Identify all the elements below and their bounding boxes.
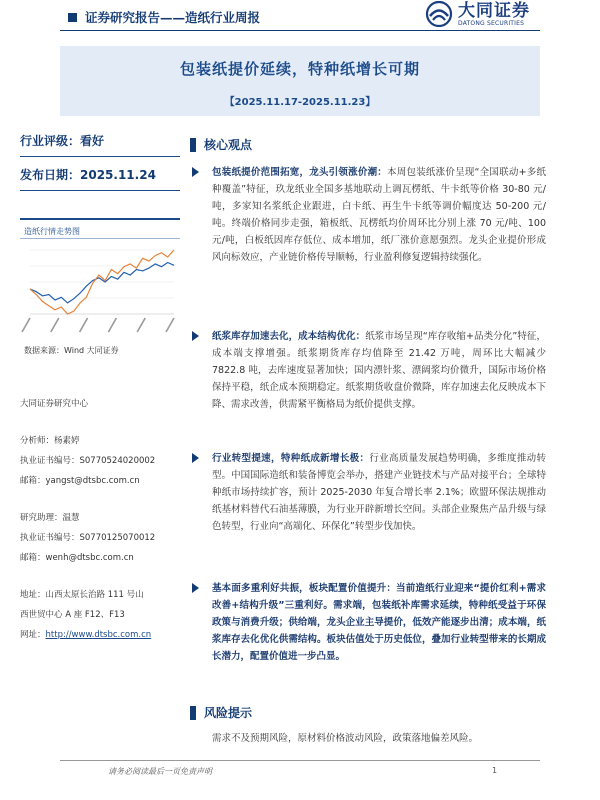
bullet-text: 基本面多重利好共振，板块配置价值提升：当前造纸行业迎来“提价红利+需求改善+结构升级”三重利好。需求端，包装纸补库需求延续，特种纸受益于环保政策与消费升级；供给端，龙头企业主导提价，低效产能逐步出清；成本端，纸浆库存去化优化供需结构。板块估值处于历史低位，叠加行业转型带来的长期成长潜力，配置价值进一步凸显。 <box>212 583 546 662</box>
chart-x-tick-label <box>51 318 59 332</box>
address-line-1: 地址：山西太原长治路 111 号山 <box>20 590 144 600</box>
chart-x-tick-label <box>137 318 145 332</box>
publish-date: 发布日期：2025.11.24 <box>20 168 156 182</box>
research-institute: 大同证券研究中心 <box>20 399 89 409</box>
core-views-title: 核心观点 <box>204 138 253 152</box>
core-views-heading <box>190 136 252 153</box>
chart-top-border <box>20 218 180 220</box>
triangle-bullet-icon <box>192 167 199 177</box>
logo-en-text: DATONG SECURITIES <box>458 19 525 27</box>
chart-x-tick-label <box>80 318 88 332</box>
trend-chart-plot <box>20 240 180 340</box>
divider <box>20 190 180 191</box>
website-label: 网址： <box>20 630 46 640</box>
section-marker-icon <box>190 138 196 152</box>
bullet-packaging <box>190 164 546 266</box>
divider <box>20 156 180 157</box>
page-header <box>0 0 600 40</box>
risk-heading <box>190 704 252 721</box>
address-line-2: 西世贸中心 A 座 F12、F13 <box>20 610 125 620</box>
analyst-cert: 执业证书编号：S0770524020002 <box>20 456 156 466</box>
triangle-bullet-icon <box>192 331 199 341</box>
assistant-cert: 执业证书编号：S0770125070012 <box>20 533 156 543</box>
industry-rating: 行业评级：看好 <box>20 134 105 148</box>
assistant-name: 研究助理：温慧 <box>20 513 80 523</box>
bullet-text <box>212 450 546 535</box>
chart-title: 造纸行情走势图 <box>24 227 80 236</box>
chart-source: 数据来源：Wind 大同证券 <box>24 346 119 355</box>
logo-mark-icon <box>424 1 454 27</box>
chart-x-tick-label <box>108 318 116 332</box>
bullet-body: 本周包装纸涨价呈现“全国联动+多纸种覆盖”特征，玖龙纸业全国多基地联动上调瓦楞纸、牛卡纸等价格 30-80 元/吨，多家知名浆纸企业跟进，白卡纸、再生牛卡纸等调价幅度达 50-200 元/吨。终端价格同步走强，箱板纸、瓦楞纸均价周环比分别上涨 70 元/吨、100 元/吨，白板纸因库存低位、成本增加，纸厂涨价意愿强烈。龙头企业提价形成风向标效应，产业链价格传导顺畅，行业盈利修复逻辑持续强化。 <box>212 167 546 263</box>
footer-disclaimer: 请务必阅读最后一页免责声明 <box>108 767 212 776</box>
title-banner <box>60 46 540 116</box>
risk-text: 需求不及预期风险，原材料价格波动风险，政策落地偏差风险。 <box>212 733 479 744</box>
bullet-lead: 包装纸提价范围拓宽，龙头引领涨价潮： <box>212 167 388 178</box>
report-type <box>68 8 260 26</box>
bullet-text <box>212 164 546 266</box>
page-number: 1 <box>492 766 498 775</box>
company-logo <box>424 1 530 27</box>
bullet-body: 行业高质量发展趋势明确，多维度推动转型。中国国际造纸和装备博览会举办，搭建产业链技术与产品对接平台；全球特种纸市场持续扩容，预计 2025-2030 年复合增长率 2.1%；欧盟环保法规推动纸基材料替代石油基薄膜，为行业开辟新增长空间。头部企业聚焦产品升级与绿色转型，行业向“高端化、环保化”转型步伐加快。 <box>212 453 546 532</box>
triangle-bullet-icon <box>192 453 199 463</box>
bullet-transformation <box>190 450 546 535</box>
report-title: 包装纸提价延续，特种纸增长可期 <box>179 60 420 78</box>
analyst-name: 分析师：杨素婷 <box>20 436 80 446</box>
triangle-bullet-icon <box>192 583 199 593</box>
logo-cn-text: 大同证券 <box>458 0 530 21</box>
chart-series-line-1 <box>30 263 174 303</box>
analyst-email: 邮箱：yangst@dtsbc.com.cn <box>20 476 140 486</box>
bullet-body: 纸浆市场呈现“库存收缩+品类分化”特征，成本端支撑增强。纸浆期货库存均值降至 21.42 万吨，周环比大幅减少 7822.8 吨，去库速度显著加快；国内漂针浆、漂阔浆均价微升，国际市场价格保持平稳，纸企成本预期稳定。纸浆期货收盘价微降，库存加速去化反映成本下降、需求改善，供需紧平衡格局为纸价提供支撑。 <box>212 331 546 410</box>
header-divider <box>60 30 540 31</box>
assistant-email: 邮箱：wenh@dtsbc.com.cn <box>20 553 134 563</box>
bullet-fundamentals <box>190 580 546 665</box>
header-square-icon <box>68 13 77 22</box>
trend-chart <box>20 218 180 355</box>
website-link[interactable]: http://www.dtsbc.com.cn <box>45 630 152 640</box>
bullet-lead: 纸浆库存加速去化，成本结构优化： <box>212 331 366 342</box>
bullet-pulp <box>190 328 546 413</box>
chart-x-tick-label <box>166 318 174 332</box>
bullet-lead: 行业转型提速，特种纸成新增长极： <box>212 453 370 464</box>
section-marker-icon <box>190 706 196 720</box>
footer-divider <box>60 760 540 761</box>
website-row <box>20 628 151 640</box>
chart-title-divider <box>20 238 180 239</box>
bullet-text <box>212 328 546 413</box>
risk-title: 风险提示 <box>204 706 253 720</box>
chart-x-tick-label <box>22 318 30 332</box>
report-date-range: 【2025.11.17-2025.11.23】 <box>224 97 376 108</box>
report-type-label: 证券研究报告——造纸行业周报 <box>85 10 261 25</box>
